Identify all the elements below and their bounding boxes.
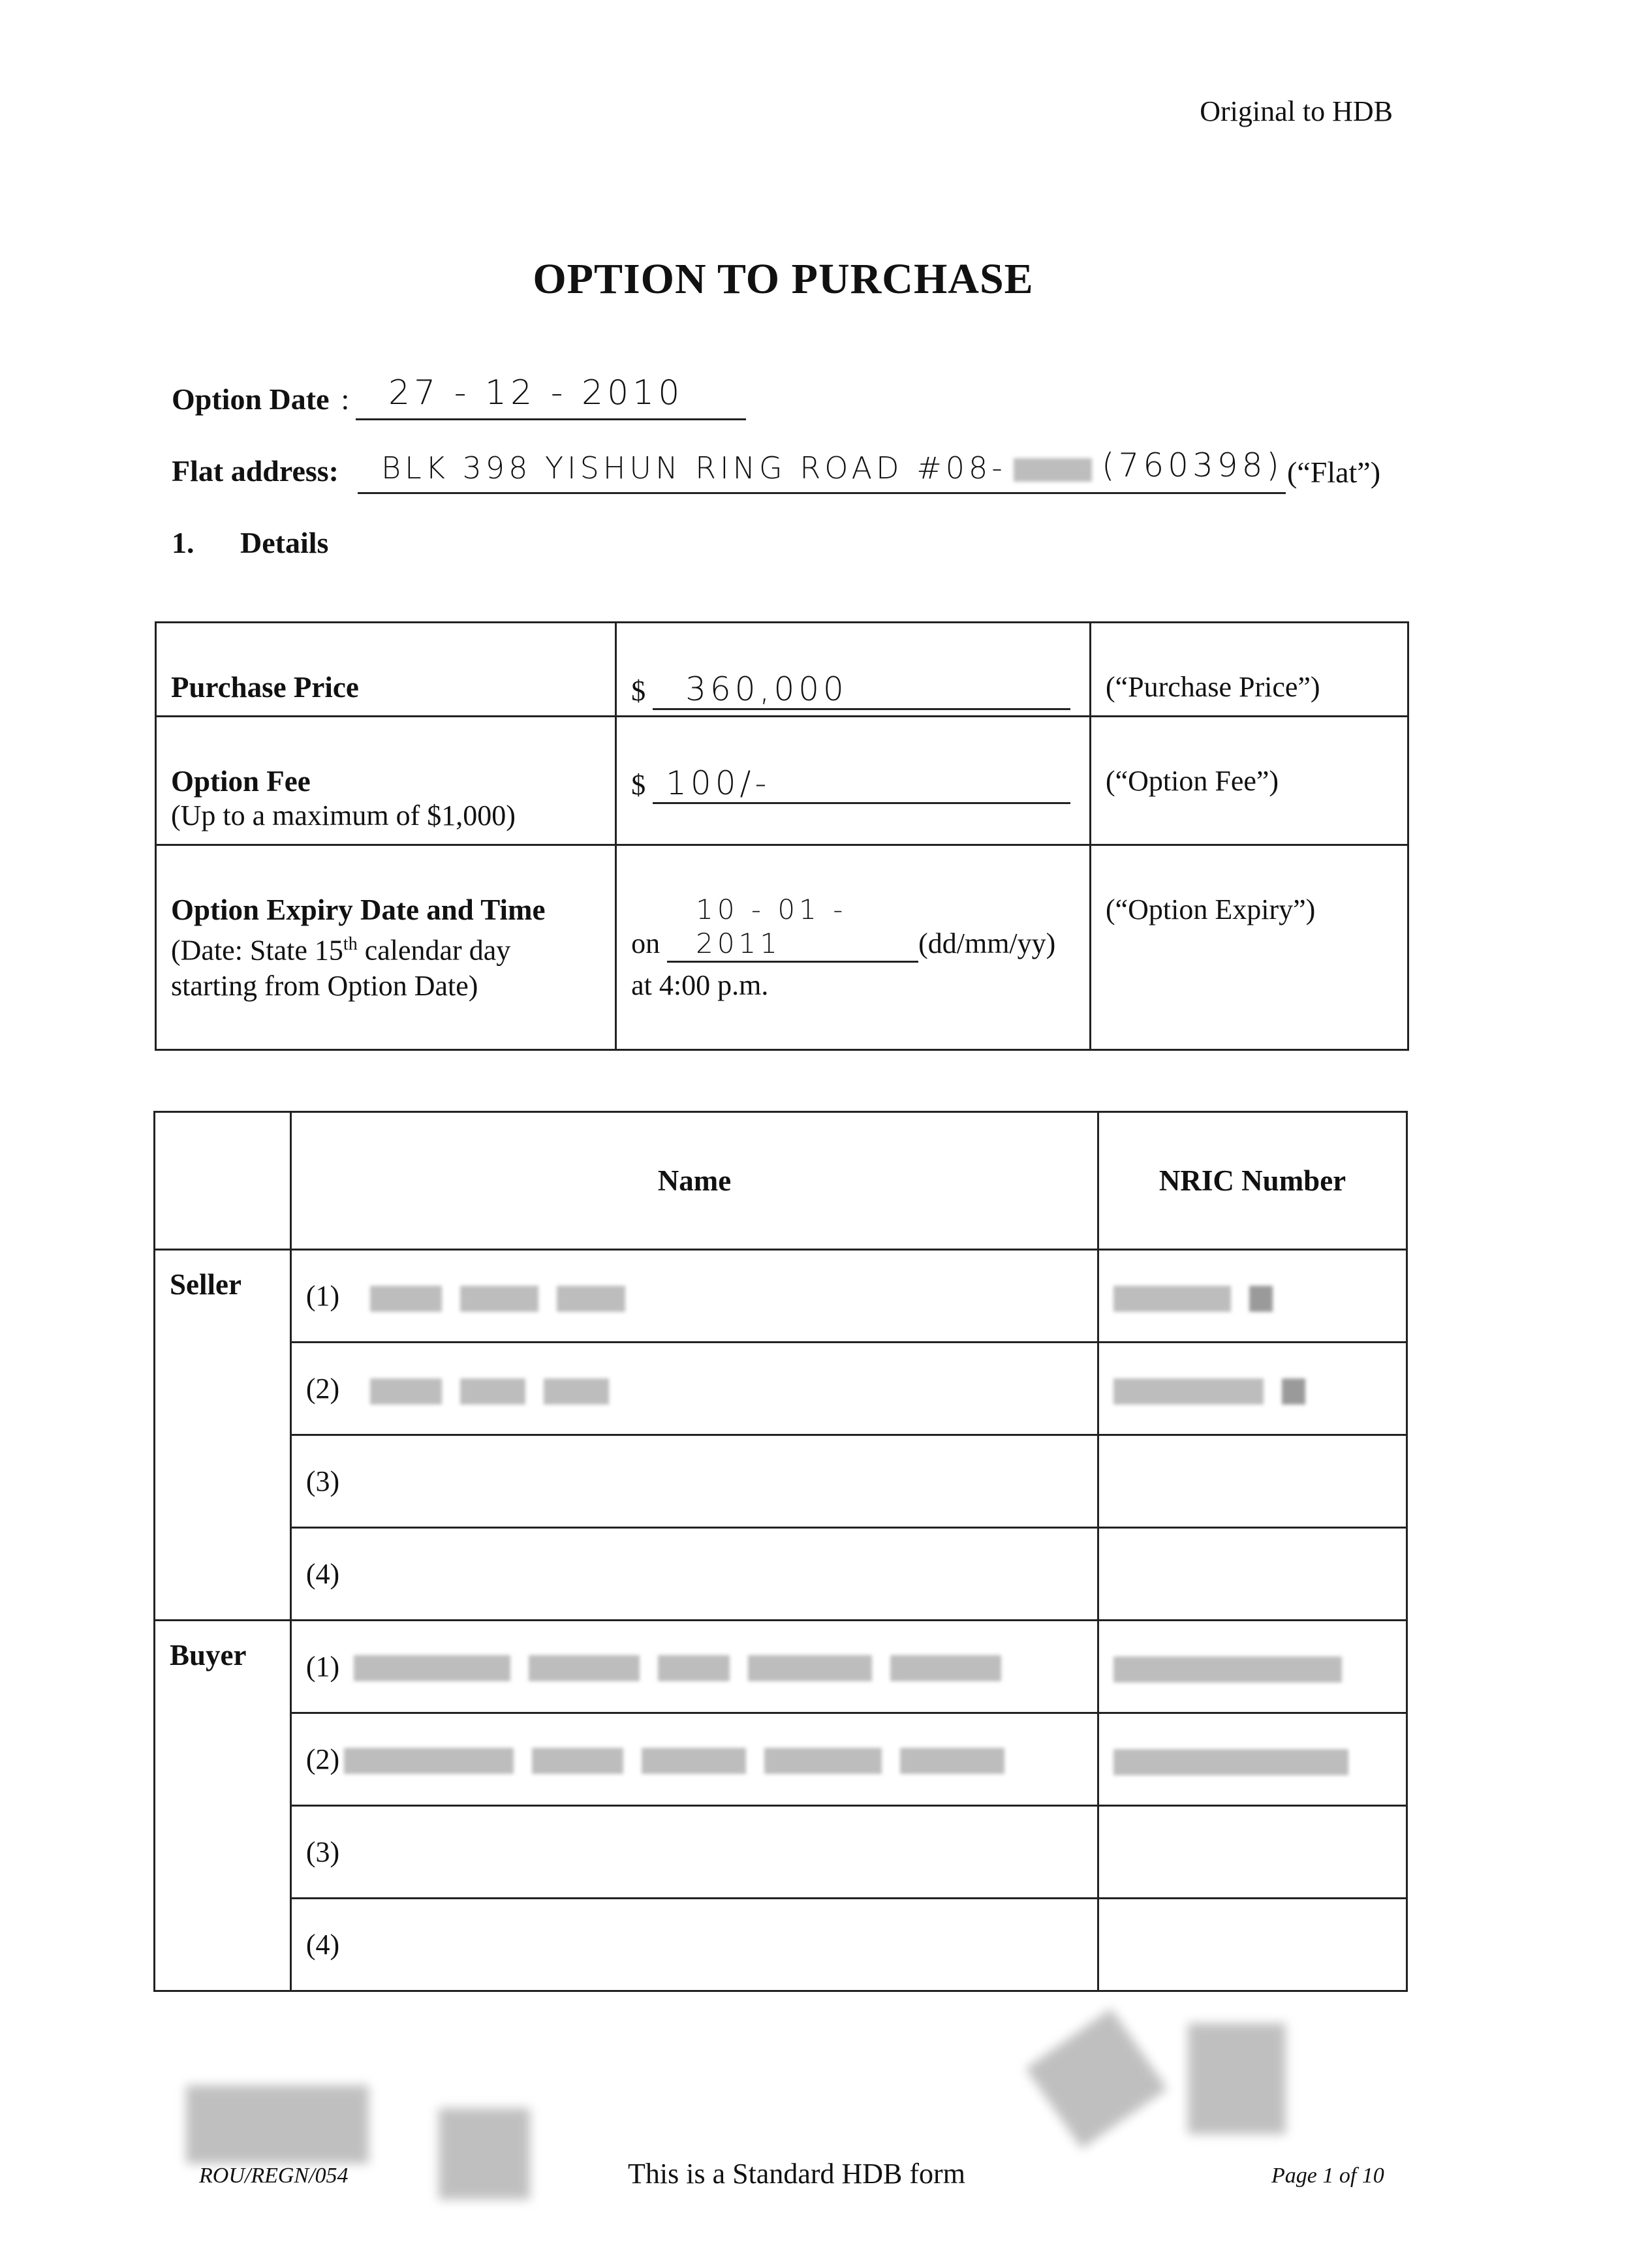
flat-address-value: BLK 398 YISHUN RING ROAD #08- [381,450,1006,486]
option-fee-label: Option Fee [171,765,311,798]
flat-address-field[interactable] [358,445,1286,494]
purchase-price-field[interactable]: 360,000 [653,670,1070,710]
option-fee-term: (“Option Fee”) [1105,765,1279,797]
option-expiry-label: Option Expiry Date and Time [171,893,546,926]
buyer-row-4: (4) [155,1899,1407,1991]
section-number: 1. [172,526,194,559]
option-date-field[interactable]: 27 - 12 - 2010 [356,373,746,420]
redacted-signature-left [186,2085,369,2164]
form-code: ROU/REGN/054 [199,2164,349,2188]
option-expiry-time: at 4:00 p.m. [631,969,769,1001]
redacted-buyer-name-2 [344,1741,1023,1775]
option-date-row: Option Date : [172,382,350,416]
purchase-price-term: (“Purchase Price”) [1105,671,1320,703]
copy-note: Original to HDB [1200,95,1393,127]
redacted-seller-nric-2 [1098,1343,1407,1435]
seller-row-4: (4) [155,1528,1407,1621]
buyer-row-2: (2) [155,1713,1407,1806]
parties-table [153,1111,1408,1992]
flat-address-label: Flat address: [172,454,339,488]
seller-row-1: Seller (1) [155,1250,1407,1343]
option-expiry-term: (“Option Expiry”) [1105,893,1316,925]
redacted-seller-name-2 [370,1373,627,1405]
redacted-unit [1014,458,1092,482]
seller-label: Seller [155,1250,291,1621]
buyer-row-1: Buyer (1) [155,1621,1407,1713]
purchase-price-label: Purchase Price [171,671,359,704]
purchase-price-row: Purchase Price $ 360,000 (“Purchase Price”) [156,623,1408,717]
option-expiry-row: Option Expiry Date and Time (Date: State 15th calendar day starting from Option Date) on 10 - 01 - 2011 (dd/mm/yy) at 4:00 p.m. (“Option Expiry”) [156,845,1408,1050]
option-fee-note: (Up to a maximum of $1,000) [171,800,516,831]
page-title: OPTION TO PURCHASE [533,255,1034,303]
redacted-buyer-nric-2 [1098,1713,1407,1806]
redacted-buyer-name-1 [354,1649,1019,1682]
nric-column-header: NRIC Number [1098,1112,1407,1250]
flat-suffix: (“Flat”) [1287,456,1381,489]
redacted-signature-mid [1025,2009,1167,2149]
parties-header-row [155,1112,1407,1250]
buyer-label: Buyer [155,1621,291,1991]
redacted-initials [439,2108,530,2199]
flat-postal: (760398) [1102,446,1283,484]
option-fee-field[interactable]: 100/- [653,764,1070,804]
option-fee-row: Option Fee (Up to a maximum of $1,000) $ 100/- (“Option Fee”) [156,717,1408,845]
section-title: Details [240,526,329,559]
footer-note: This is a Standard HDB form [628,2158,965,2190]
redacted-seller-name-1 [370,1280,644,1312]
seller-row-2: (2) [155,1343,1407,1435]
page-number: Page 1 of 10 [1271,2164,1384,2188]
redacted-seller-nric-1 [1098,1250,1407,1343]
redacted-buyer-nric-1 [1098,1621,1407,1713]
option-date-label: Option Date [172,382,330,416]
date-format-hint: (dd/mm/yy) [918,927,1056,959]
details-table [155,621,1409,1051]
seller-row-3: (3) [155,1435,1407,1528]
name-column-header: Name [290,1112,1098,1250]
option-expiry-field[interactable]: 10 - 01 - 2011 [667,893,918,963]
buyer-row-3: (3) [155,1806,1407,1899]
option-expiry-note: (Date: State 15th calendar day starting from Option Date) [171,934,511,1002]
redacted-signature-right [1188,2023,1286,2134]
